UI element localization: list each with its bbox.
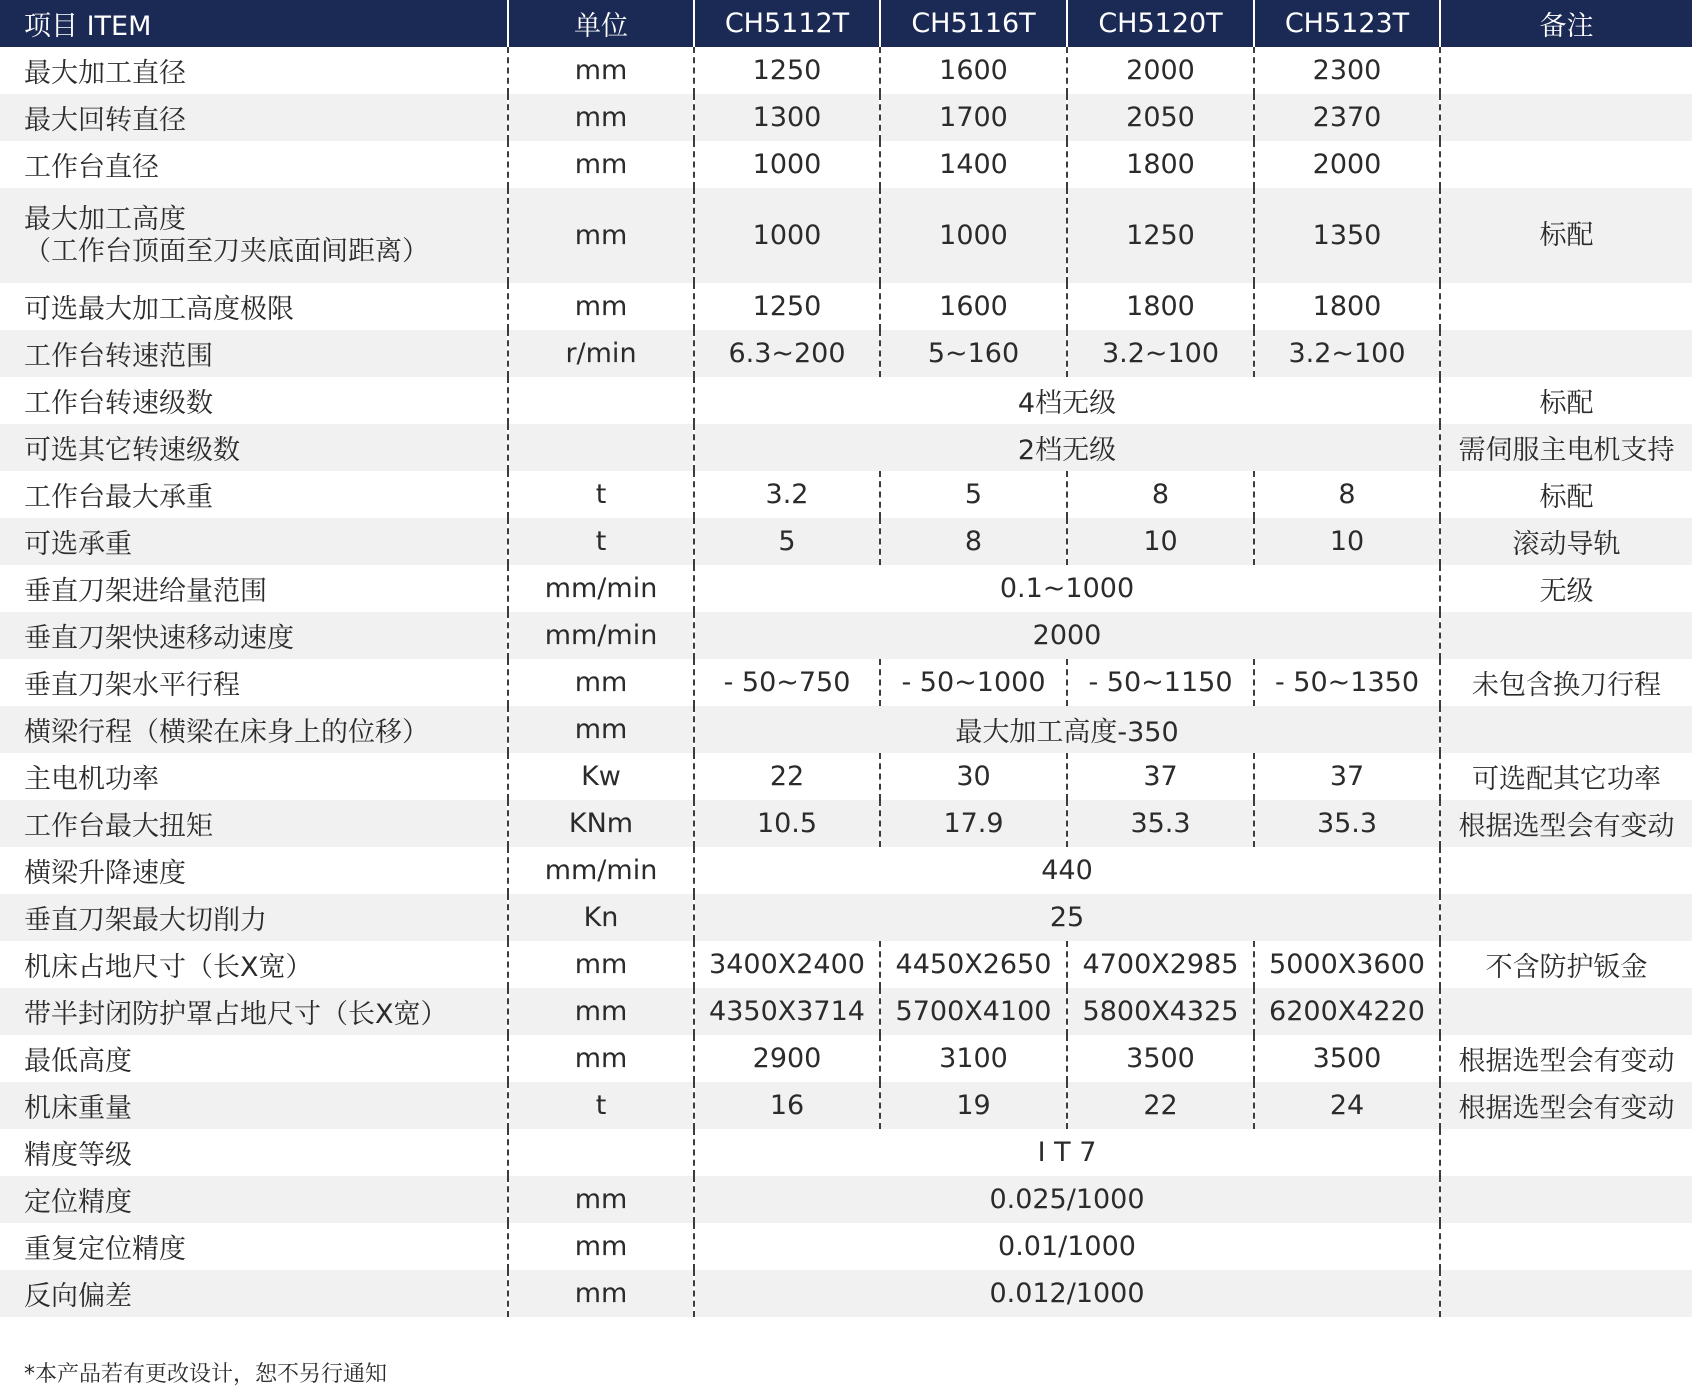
table-row bbox=[0, 1176, 1692, 1223]
value-cell: 1000 bbox=[880, 188, 1067, 283]
item-label: 机床占地尺寸（长X宽） bbox=[24, 952, 313, 983]
value-cell: 1250 bbox=[694, 47, 880, 94]
table-row bbox=[0, 565, 1692, 612]
unit-cell: mm bbox=[508, 988, 694, 1035]
item-cell bbox=[0, 1223, 508, 1270]
note-cell bbox=[1440, 988, 1692, 1035]
value-cell: 5800X4325 bbox=[1067, 988, 1254, 1035]
item-label: 可选其它转速级数 bbox=[24, 435, 240, 466]
value-cell: 1000 bbox=[694, 141, 880, 188]
value-cell: - 50~1350 bbox=[1254, 659, 1440, 706]
note-cell bbox=[1440, 141, 1692, 188]
item-label: 垂直刀架进给量范围 bbox=[24, 576, 267, 607]
value-cell: 22 bbox=[1067, 1082, 1254, 1129]
table-row bbox=[0, 941, 1692, 988]
note-cell: 根据选型会有变动 bbox=[1440, 800, 1692, 847]
item-label: 反向偏差 bbox=[24, 1281, 132, 1312]
item-cell bbox=[0, 1270, 508, 1317]
note-cell: 根据选型会有变动 bbox=[1458, 1046, 1675, 1077]
item-cell bbox=[0, 283, 508, 330]
note-cell: 标配 bbox=[1539, 388, 1594, 419]
value-cell: 6200X4220 bbox=[1254, 988, 1440, 1035]
value-cell: 2900 bbox=[694, 1035, 880, 1082]
table-row bbox=[0, 800, 1692, 847]
unit-cell: t bbox=[508, 518, 694, 565]
header-note: 备注 bbox=[1440, 0, 1692, 47]
item-label: 最大加工直径 bbox=[24, 58, 186, 89]
item-cell bbox=[0, 894, 508, 941]
item-cell bbox=[0, 612, 508, 659]
value-cell: 1400 bbox=[880, 141, 1067, 188]
spec-table-body bbox=[0, 47, 1692, 1317]
item-label: （工作台顶面至刀夹底面间距离） bbox=[24, 235, 429, 267]
item-label: 垂直刀架最大切削力 bbox=[24, 905, 267, 936]
table-row bbox=[0, 1035, 1692, 1082]
merged-value-cell: 2档无级 bbox=[694, 424, 1440, 471]
item-label: 重复定位精度 bbox=[24, 1234, 186, 1265]
item-label: 工作台最大扭矩 bbox=[24, 811, 213, 842]
value-cell: 3.2 bbox=[694, 471, 880, 518]
value-cell: 5~160 bbox=[880, 330, 1067, 377]
value-cell: 4350X3714 bbox=[694, 988, 880, 1035]
unit-cell: mm/min bbox=[508, 612, 694, 659]
table-row bbox=[0, 1082, 1692, 1129]
note-cell bbox=[1440, 1176, 1692, 1223]
unit-cell: mm bbox=[508, 1176, 694, 1223]
item-cell bbox=[0, 1082, 508, 1129]
item-cell bbox=[0, 330, 508, 377]
note-cell: 滚动导轨 bbox=[1440, 518, 1692, 565]
merged-value-cell: 0.01/1000 bbox=[694, 1223, 1440, 1270]
value-cell: 1600 bbox=[880, 47, 1067, 94]
item-cell bbox=[0, 188, 508, 283]
note-cell bbox=[1440, 847, 1692, 894]
header-model-ch5112t: CH5112T bbox=[694, 0, 880, 47]
item-label: 精度等级 bbox=[24, 1140, 132, 1171]
item-cell bbox=[0, 659, 508, 706]
note-cell bbox=[1440, 1129, 1692, 1176]
note-cell bbox=[1440, 330, 1692, 377]
value-cell: 3.2~100 bbox=[1254, 330, 1440, 377]
value-cell: 6.3~200 bbox=[694, 330, 880, 377]
note-cell: 标配 bbox=[1539, 482, 1594, 513]
item-label: 垂直刀架快速移动速度 bbox=[24, 623, 294, 654]
item-cell bbox=[0, 424, 508, 471]
value-cell: 37 bbox=[1254, 753, 1440, 800]
value-cell: 1700 bbox=[880, 94, 1067, 141]
table-row bbox=[0, 847, 1692, 894]
note-cell bbox=[1440, 612, 1692, 659]
value-cell: 2050 bbox=[1067, 94, 1254, 141]
value-cell: 8 bbox=[1254, 471, 1440, 518]
note-cell: 根据选型会有变动 bbox=[1440, 1082, 1692, 1129]
item-cell bbox=[0, 471, 508, 518]
value-cell: 1800 bbox=[1067, 141, 1254, 188]
value-cell: 30 bbox=[880, 753, 1067, 800]
item-cell bbox=[0, 941, 508, 988]
item-cell bbox=[0, 1176, 508, 1223]
header-item: 项目 ITEM bbox=[0, 0, 508, 47]
note-cell: 可选配其它功率 bbox=[1472, 764, 1661, 795]
unit-cell: mm bbox=[508, 706, 694, 753]
value-cell: 2000 bbox=[1254, 141, 1440, 188]
table-row bbox=[0, 988, 1692, 1035]
value-cell: 19 bbox=[880, 1082, 1067, 1129]
value-cell: 1350 bbox=[1254, 188, 1440, 283]
value-cell: 1250 bbox=[694, 283, 880, 330]
value-cell: 3.2~100 bbox=[1067, 330, 1254, 377]
table-row bbox=[0, 1270, 1692, 1317]
item-label: 最大加工高度 bbox=[24, 203, 186, 235]
item-label: 最大回转直径 bbox=[24, 105, 186, 136]
table-row bbox=[0, 1129, 1692, 1176]
note-cell: 需伺服主电机支持 bbox=[1440, 424, 1692, 471]
item-cell bbox=[0, 47, 508, 94]
value-cell: - 50~1150 bbox=[1067, 659, 1254, 706]
value-cell: 1250 bbox=[1067, 188, 1254, 283]
unit-cell: t bbox=[508, 471, 694, 518]
header-row bbox=[0, 0, 1692, 47]
table-row bbox=[0, 424, 1692, 471]
table-row bbox=[0, 753, 1692, 800]
value-cell: 10 bbox=[1067, 518, 1254, 565]
unit-cell: mm bbox=[508, 1223, 694, 1270]
unit-cell: Kw bbox=[508, 753, 694, 800]
item-label: 横梁升降速度 bbox=[24, 858, 186, 889]
item-cell bbox=[0, 1035, 508, 1082]
item-cell bbox=[0, 988, 508, 1035]
note-cell: 未包含换刀行程 bbox=[1472, 670, 1661, 701]
unit-cell: mm bbox=[508, 1035, 694, 1082]
unit-cell: t bbox=[508, 1082, 694, 1129]
table-row bbox=[0, 706, 1692, 753]
value-cell: 16 bbox=[694, 1082, 880, 1129]
merged-value-cell: 440 bbox=[694, 847, 1440, 894]
item-label: 机床重量 bbox=[24, 1093, 132, 1124]
value-cell: 5 bbox=[880, 471, 1067, 518]
value-cell: 1300 bbox=[694, 94, 880, 141]
value-cell: 37 bbox=[1067, 753, 1254, 800]
unit-cell: mm bbox=[508, 941, 694, 988]
value-cell: 35.3 bbox=[1254, 800, 1440, 847]
note-cell: 无级 bbox=[1539, 576, 1594, 607]
footnote: *本产品若有更改设计，恕不另行通知 bbox=[24, 1362, 388, 1387]
table-row bbox=[0, 518, 1692, 565]
value-cell: 4700X2985 bbox=[1067, 941, 1254, 988]
item-label: 横梁行程（横梁在床身上的位移） bbox=[24, 717, 429, 748]
value-cell: 3100 bbox=[880, 1035, 1067, 1082]
value-cell: 24 bbox=[1254, 1082, 1440, 1129]
unit-cell: mm bbox=[508, 1270, 694, 1317]
unit-cell: mm bbox=[508, 47, 694, 94]
header-model-ch5120t: CH5120T bbox=[1067, 0, 1254, 47]
table-row bbox=[0, 188, 1692, 283]
item-label: 可选承重 bbox=[24, 529, 132, 560]
item-cell bbox=[0, 518, 508, 565]
table-row bbox=[0, 330, 1692, 377]
value-cell: 5000X3600 bbox=[1254, 941, 1440, 988]
value-cell: - 50~750 bbox=[694, 659, 880, 706]
unit-cell: mm/min bbox=[508, 847, 694, 894]
header-model-ch5123t: CH5123T bbox=[1254, 0, 1440, 47]
value-cell: 2300 bbox=[1254, 47, 1440, 94]
unit-cell: KNm bbox=[508, 800, 694, 847]
value-cell: 1000 bbox=[694, 188, 880, 283]
table-row bbox=[0, 47, 1692, 94]
item-cell bbox=[0, 706, 508, 753]
merged-value-cell: 0.025/1000 bbox=[694, 1176, 1440, 1223]
note-cell bbox=[1440, 894, 1692, 941]
table-row bbox=[0, 141, 1692, 188]
value-cell: 22 bbox=[694, 753, 880, 800]
note-cell bbox=[1440, 283, 1692, 330]
value-cell: 1800 bbox=[1254, 283, 1440, 330]
item-label: 工作台转速范围 bbox=[24, 341, 213, 372]
header-unit: 单位 bbox=[508, 0, 694, 47]
value-cell: 1800 bbox=[1067, 283, 1254, 330]
value-cell: 8 bbox=[1067, 471, 1254, 518]
table-row bbox=[0, 377, 1692, 424]
item-label: 带半封闭防护罩占地尺寸（长X宽） bbox=[24, 999, 448, 1030]
note-cell: 标配 bbox=[1440, 188, 1692, 283]
item-cell bbox=[0, 753, 508, 800]
item-label: 最低高度 bbox=[24, 1046, 132, 1077]
item-label: 工作台转速级数 bbox=[24, 388, 213, 419]
note-cell bbox=[1440, 1223, 1692, 1270]
table-row bbox=[0, 471, 1692, 518]
value-cell: 3400X2400 bbox=[694, 941, 880, 988]
merged-value-cell: 最大加工高度-350 bbox=[694, 706, 1440, 753]
value-cell: 1600 bbox=[880, 283, 1067, 330]
value-cell: - 50~1000 bbox=[880, 659, 1067, 706]
item-cell bbox=[0, 1129, 508, 1176]
note-cell bbox=[1440, 1270, 1692, 1317]
merged-value-cell: 25 bbox=[694, 894, 1440, 941]
table-row bbox=[0, 894, 1692, 941]
value-cell: 35.3 bbox=[1067, 800, 1254, 847]
merged-value-cell: I T 7 bbox=[694, 1129, 1440, 1176]
value-cell: 4450X2650 bbox=[880, 941, 1067, 988]
table-row bbox=[0, 94, 1692, 141]
unit-cell bbox=[508, 424, 694, 471]
unit-cell: mm bbox=[508, 659, 694, 706]
item-label: 定位精度 bbox=[24, 1187, 132, 1218]
item-cell bbox=[0, 847, 508, 894]
item-label: 工作台直径 bbox=[24, 152, 159, 183]
unit-cell: mm bbox=[508, 283, 694, 330]
value-cell: 3500 bbox=[1067, 1035, 1254, 1082]
table-row bbox=[0, 659, 1692, 706]
note-cell bbox=[1440, 94, 1692, 141]
unit-cell: mm/min bbox=[508, 565, 694, 612]
merged-value-cell: 4档无级 bbox=[694, 377, 1440, 424]
header-model-ch5116t: CH5116T bbox=[880, 0, 1067, 47]
merged-value-cell: 2000 bbox=[694, 612, 1440, 659]
unit-cell: mm bbox=[508, 141, 694, 188]
note-cell bbox=[1440, 706, 1692, 753]
item-cell bbox=[0, 94, 508, 141]
value-cell: 3500 bbox=[1254, 1035, 1440, 1082]
value-cell: 10 bbox=[1254, 518, 1440, 565]
value-cell: 10.5 bbox=[694, 800, 880, 847]
item-cell bbox=[0, 377, 508, 424]
item-label: 主电机功率 bbox=[24, 764, 159, 795]
merged-value-cell: 0.1~1000 bbox=[694, 565, 1440, 612]
value-cell: 5700X4100 bbox=[880, 988, 1067, 1035]
item-cell bbox=[0, 800, 508, 847]
table-row bbox=[0, 612, 1692, 659]
item-cell bbox=[0, 565, 508, 612]
item-label: 可选最大加工高度极限 bbox=[24, 294, 294, 325]
value-cell: 5 bbox=[694, 518, 880, 565]
note-cell: 不含防护钣金 bbox=[1485, 952, 1648, 983]
unit-cell: mm bbox=[508, 94, 694, 141]
unit-cell: Kn bbox=[508, 894, 694, 941]
item-label: 垂直刀架水平行程 bbox=[24, 670, 240, 701]
value-cell: 17.9 bbox=[880, 800, 1067, 847]
note-cell bbox=[1440, 47, 1692, 94]
unit-cell bbox=[508, 377, 694, 424]
unit-cell bbox=[508, 1129, 694, 1176]
value-cell: 8 bbox=[880, 518, 1067, 565]
item-cell bbox=[0, 141, 508, 188]
item-label: 工作台最大承重 bbox=[24, 482, 213, 513]
table-row bbox=[0, 1223, 1692, 1270]
merged-value-cell: 0.012/1000 bbox=[694, 1270, 1440, 1317]
unit-cell: r/min bbox=[508, 330, 694, 377]
table-row bbox=[0, 283, 1692, 330]
value-cell: 2000 bbox=[1067, 47, 1254, 94]
value-cell: 2370 bbox=[1254, 94, 1440, 141]
unit-cell: mm bbox=[508, 188, 694, 283]
